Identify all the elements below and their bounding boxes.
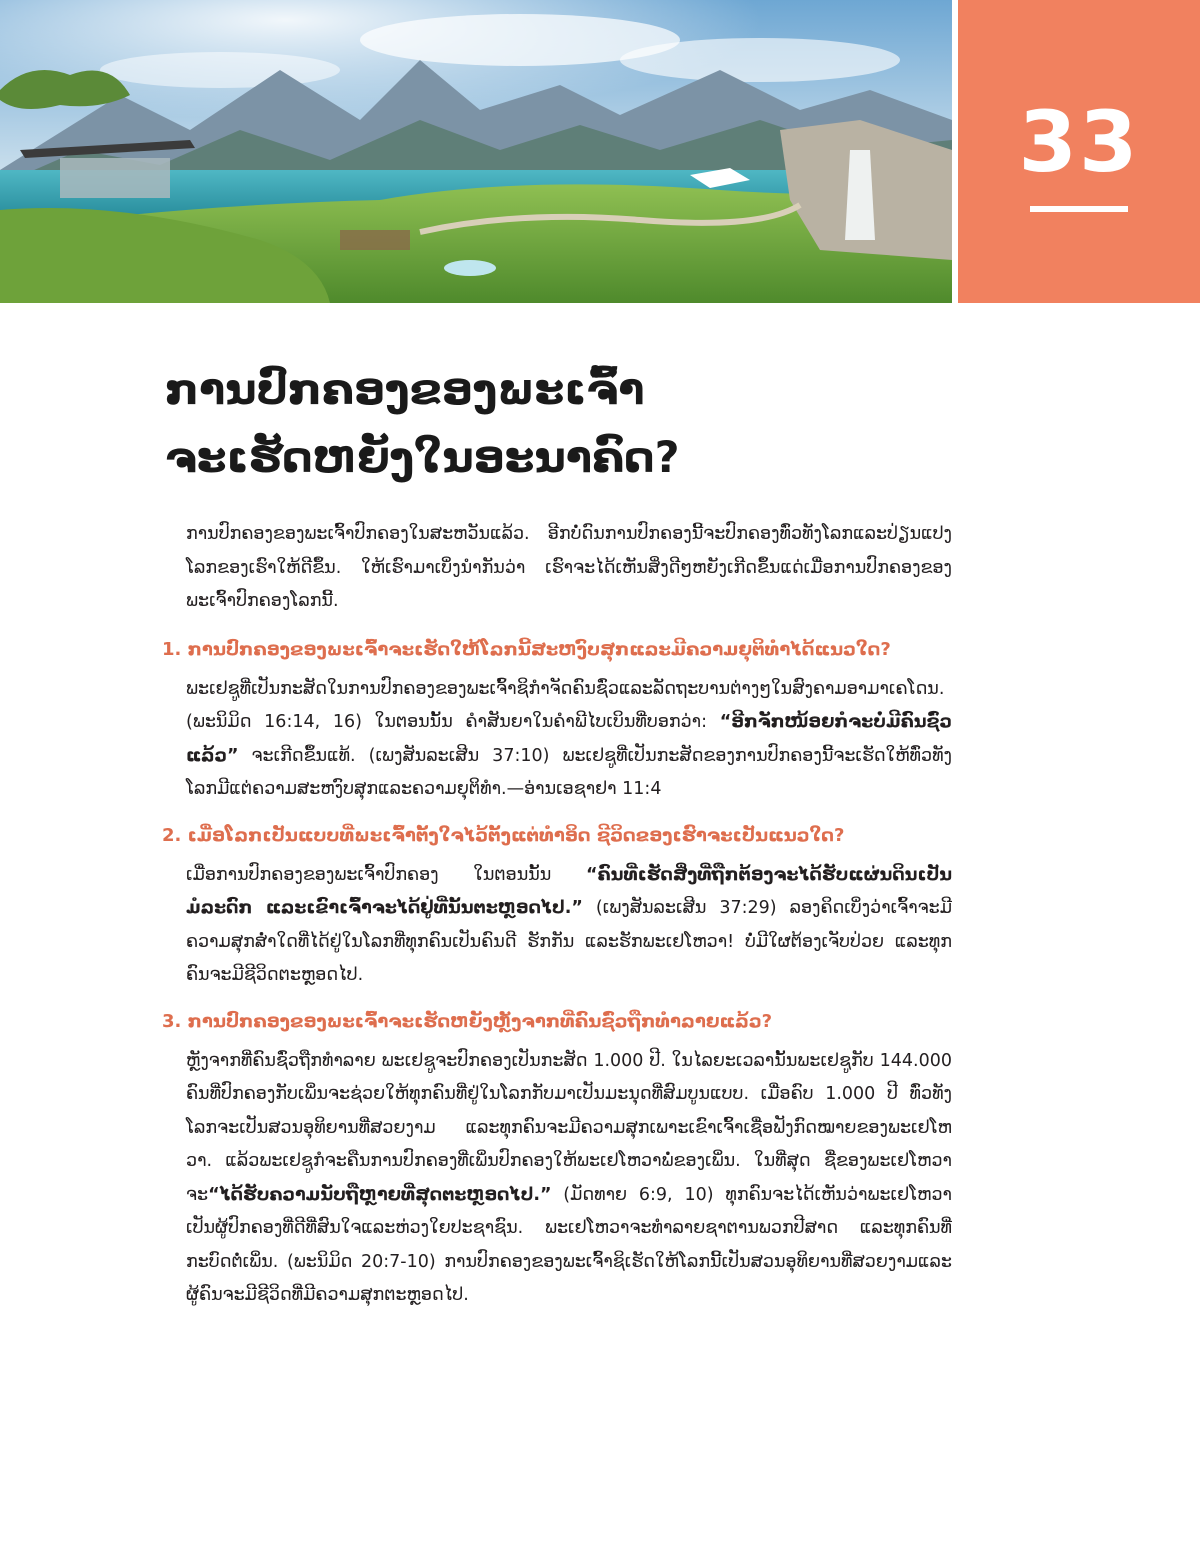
quoted-scripture: “ອີກຈັກໜ້ອຍກໍຈະບໍ່ມີຄົນຊົ່ວແລ້ວ” [186, 712, 952, 766]
intro-paragraph: ການປົກຄອງຂອງພະເຈົ້າປົກຄອງໃນສະຫວັນແລ້ວ. ອີກບໍ່ດົນການປົກຄອງນີ້ຈະປົກຄອງທົ່ວທັງໂລກແລະປ່ຽນແປງໂລກຂອງເຮົາໃຫ້ດີຂຶ້ນ. ໃຫ້ເຮົາມາເບິ່ງນຳກັນວ່າ ເຮົາຈະໄດ້ເຫັນສິ່ງດີໆຫຍັງເກີດຂຶ້ນແດ່ເມື່ອການປົກຄອງຂອງພະເຈົ້າປົກຄອງໂລກນີ້. [186, 524, 952, 611]
question-2: 2. ເມື່ອໂລກເປັນແບບທີ່ພະເຈົ້າຕັ້ງໃຈໄວ້ຕັ້ງແຕ່ທຳອິດ ຊີວິດຂອງເຮົາຈະເປັນແນວໃດ? [162, 824, 845, 846]
lesson-number-underline [1030, 206, 1128, 212]
title-line-2: ຈະເຮັດຫຍັງໃນອະນາຄົດ? [165, 433, 680, 483]
answer-text: (ເພງສັນລະເສີນ 37:29) ລອງຄິດເບິ່ງວ່າເຈົ້າຈະມີຄວາມສຸກສໍ່າໃດທີ່ໄດ້ຢູ່ໃນໂລກທີ່ທຸກຄົນເປັນຄົນດີ ຮັກກັນ ແລະຮັກພະເຢໂຫວາ! ບໍ່ມີໃຜຕ້ອງເຈັບປ່ວຍ ແລະທຸກຄົນຈະມີຊີວິດຕະຫຼອດໄປ. [186, 898, 952, 985]
answer-text: ຈະເກີດຂຶ້ນແທ້. (ເພງສັນລະເສີນ 37:10) ພະເຢຊູທີ່ເປັນກະສັດຂອງການປົກຄອງນີ້ຈະເຮັດໃຫ້ທົ່ວທັງໂລກມີແຕ່ຄວາມສະຫງົບສຸກແລະຄວາມຍຸຕິທຳ.—ອ່ານເອຊາຢາ 11:4 [186, 745, 952, 799]
question-3: 3. ການປົກຄອງຂອງພະເຈົ້າຈະເຮັດຫຍັງຫຼັງຈາກທີ່ຄົນຊົ່ວຖືກທຳລາຍແລ້ວ? [162, 1010, 773, 1032]
lesson-badge [958, 0, 1200, 303]
answer-text: ຫຼັງຈາກທີ່ຄົນຊົ່ວຖືກທຳລາຍ ພະເຢຊູຈະປົກຄອງເປັນກະສັດ 1.000 ປີ. ໃນໄລຍະເວລານັ້ນພະເຢຊູກັບ 144.000 ຄົນທີ່ປົກຄອງກັບເພິ່ນຈະຊ່ວຍໃຫ້ທຸກຄົນທີ່ຢູ່ໃນໂລກກັບມາເປັນມະນຸດທີ່ສົມບູນແບບ. ເມື່ອຄົບ 1.000 ປີ ທົ່ວທັງໂລກຈະເປັນສວນອຸທິຍານທີ່ສວຍງາມ ແລະທຸກຄົນຈະມີຄວາມສຸກເພາະເຂົາເຈົ້າເຊື່ອຟັງກົດໝາຍຂອງພະເຢໂຫວາ. ແລ້ວພະເຢຊູກໍຈະຄືນການປົກຄອງທີ່ເພິ່ນປົກຄອງໃຫ້ພະເຢໂຫວາພໍ່ຂອງເພິ່ນ. ໃນທີ່ສຸດ ຊື່ຂອງພະເຢໂຫວາຈະ [186, 1050, 952, 1205]
title-line-1: ການປົກຄອງຂອງພະເຈົ້າ [165, 365, 645, 415]
lesson-content [162, 518, 952, 1327]
quoted-scripture: “ຄົນທີ່ເຮັດສິ່ງທີ່ຖືກຕ້ອງຈະໄດ້ຮັບແຜ່ນດິນເປັນມໍລະດົກ ແລະເຂົາເຈົ້າຈະໄດ້ຢູ່ທີ່ນັ້ນຕະຫຼອດໄປ.” [186, 864, 952, 918]
answer-3 [186, 1045, 952, 1313]
lesson-number: 33 [1018, 93, 1140, 191]
quoted-scripture: “ໄດ້ຮັບຄວາມນັບຖືຫຼາຍທີ່ສຸດຕະຫຼອດໄປ.” [208, 1184, 552, 1205]
answer-text: ເມື່ອການປົກຄອງຂອງພະເຈົ້າປົກຄອງ ໃນຕອນນັ້ນ [186, 864, 587, 885]
answer-text: ພະເຢຊູທີ່ເປັນກະສັດໃນການປົກຄອງຂອງພະເຈົ້າຊິກຳຈັດຄົນຊົ່ວແລະລັດຖະບານຕ່າງໆໃນສົງຄາມອາມາເຄໂດນ. (ພະນິມິດ 16:14, 16) ໃນຕອນນັ້ນ ຄຳສັນຍາໃນຄຳພີໄບເບິນທີ່ບອກວ່າ: [186, 678, 945, 732]
question-1: 1. ການປົກຄອງຂອງພະເຈົ້າຈະເຮັດໃຫ້ໂລກນີ້ສະຫງົບສຸກແລະມີຄວາມຍຸຕິທຳໄດ້ແນວໃດ? [162, 638, 891, 660]
paradise-landscape-illustration [0, 0, 952, 303]
answer-2 [186, 859, 952, 993]
answer-1 [186, 673, 952, 807]
answer-text: (ມັດທາຍ 6:9, 10) ທຸກຄົນຈະໄດ້ເຫັນວ່າພະເຢໂຫວາເປັນຜູ້ປົກຄອງທີ່ດີທີ່ສົນໃຈແລະຫ່ວງໃຍປະຊາຊົນ. ພະເຢໂຫວາຈະທຳລາຍຊາຕານພວກປີສາດ ແລະທຸກຄົນທີ່ກະບົດຕໍ່ເພິ່ນ. (ພະນິມິດ 20:7-10) ການປົກຄອງຂອງພະເຈົ້າຊິເຮັດໃຫ້ໂລກນີ້ເປັນສວນອຸທິຍານທີ່ສວຍງາມແລະຜູ້ຄົນຈະມີຊີວິດທີ່ມີຄວາມສຸກຕະຫຼອດໄປ. [186, 1184, 952, 1305]
header-illustration [0, 0, 952, 303]
page-title [165, 356, 965, 492]
